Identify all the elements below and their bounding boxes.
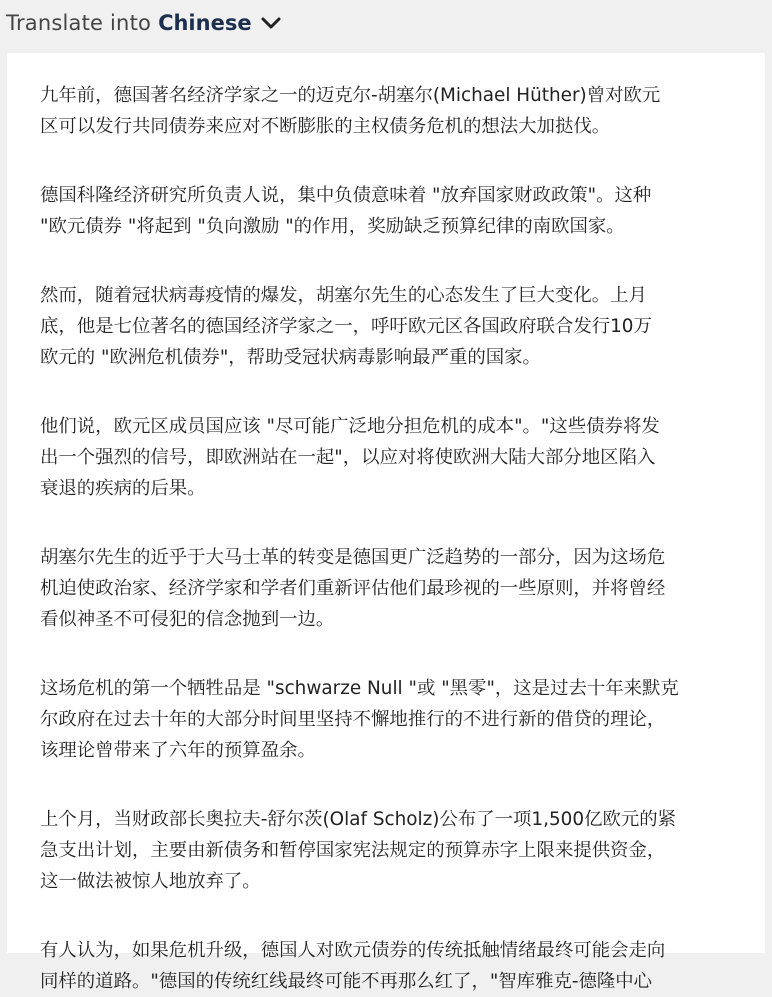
article-paragraph: 上个月，当财政部长奥拉夫-舒尔茨(Olaf Scholz)公布了一项1,500亿欧元的紧 急支出计划，主要由新债务和暂停国家宪法规定的预算赤字上限来提供资金， 这一做法被惊人地放弃了。	[40, 809, 677, 892]
translate-header	[0, 0, 772, 46]
article-paragraph: 然而，随着冠状病毒疫情的爆发，胡塞尔先生的心态发生了巨大变化。上月 底，他是七位著名的德国经济学家之一，呼吁欧元区各国政府联合发行10万 欧元的 "欧洲危机债券"，帮助受冠状病毒影响最严重的国家。	[40, 285, 652, 368]
article-paragraph: 胡塞尔先生的近乎于大马士革的转变是德国更广泛趋势的一部分，因为这场危 机迫使政治家、经济学家和学者们重新评估他们最珍视的一些原则，并将曾经 看似神圣不可侵犯的信念抛到一边。	[40, 547, 666, 630]
article-paragraph: 九年前，德国著名经济学家之一的迈克尔-胡塞尔(Michael Hüther)曾对欧元 区可以发行共同债券来应对不断膨胀的主权债务危机的想法大加挞伐。	[40, 85, 661, 137]
article-paragraph: 这场危机的第一个牺牲品是 "schwarze Null "或 "黑零"，这是过去十年来默克 尔政府在过去十年的大部分时间里坚持不懈地推行的不进行新的借贷的理论， 该理论曾带来了六年的预算盈余。	[40, 678, 679, 761]
language-selector[interactable]: Chinese	[158, 11, 252, 35]
chevron-down-icon[interactable]	[261, 16, 281, 30]
article-paragraph: 德国科隆经济研究所负责人说，集中负债意味着 "放弃国家财政政策"。这种 "欧元债券 "将起到 "负向激励 "的作用，奖励缺乏预算纪律的南欧国家。	[40, 185, 652, 237]
article-paragraph: 他们说，欧元区成员国应该 "尽可能广泛地分担危机的成本"。"这些债券将发 出一个强烈的信号，即欧洲站在一起"，以应对将使欧洲大陆大部分地区陷入 衰退的疾病的后果。	[40, 416, 660, 499]
translated-article	[7, 53, 765, 992]
article-paragraph: 有人认为，如果危机升级，德国人对欧元债券的传统抵触情绪最终可能会走向 同样的道路。"德国的传统红线最终可能不再那么红了，"智库雅克-德隆中心	[40, 940, 666, 992]
translate-prefix-label: Translate into	[6, 11, 152, 35]
